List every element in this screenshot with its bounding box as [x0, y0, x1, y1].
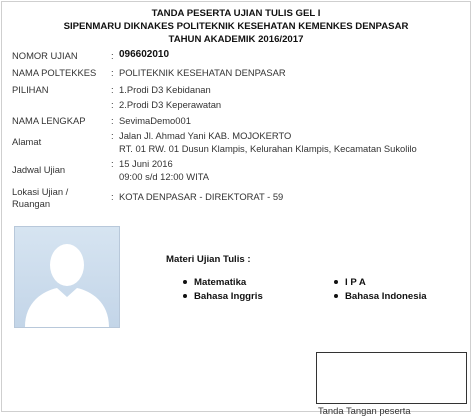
- separator: :: [111, 191, 114, 202]
- subject-item: [334, 277, 366, 288]
- bullet-icon: [183, 280, 187, 284]
- value-pilihan-2: 2.Prodi D3 Keperawatan: [119, 99, 222, 110]
- separator: :: [111, 84, 114, 95]
- person-silhouette-icon: [15, 227, 119, 327]
- signature-box: [316, 352, 467, 404]
- exam-card: [1, 1, 471, 416]
- value-lokasi: KOTA DENPASAR - DIREKTORAT - 59: [119, 191, 284, 202]
- label-pilihan: PILIHAN: [12, 84, 49, 95]
- subject-label: I P A: [345, 277, 366, 288]
- value-nomor-ujian: 096602010: [119, 49, 170, 60]
- separator: :: [111, 67, 114, 78]
- label-lokasi-ujian: Lokasi Ujian /: [12, 186, 69, 197]
- participant-photo: [14, 226, 120, 328]
- bullet-icon: [183, 294, 187, 298]
- separator: :: [111, 99, 114, 110]
- label-jadwal-ujian: Jadwal Ujian: [12, 164, 66, 175]
- label-alamat: Alamat: [12, 136, 42, 147]
- value-nama-poltekkes: POLITEKNIK KESEHATAN DENPASAR: [119, 67, 286, 78]
- bullet-icon: [334, 294, 338, 298]
- label-ruangan: Ruangan: [12, 198, 51, 209]
- subject-label: Bahasa Indonesia: [345, 291, 427, 302]
- subject-label: Matematika: [194, 277, 247, 288]
- label-nama-lengkap: NAMA LENGKAP: [12, 115, 86, 126]
- separator: :: [111, 115, 114, 126]
- subject-item: [334, 291, 427, 302]
- subject-label: Bahasa Inggris: [194, 291, 263, 302]
- bullet-icon: [334, 280, 338, 284]
- subject-item: [183, 291, 263, 302]
- signature-label: Tanda Tangan peserta: [318, 405, 411, 416]
- separator: :: [111, 130, 114, 141]
- separator: :: [111, 158, 114, 169]
- value-alamat-2: RT. 01 RW. 01 Dusun Klampis, Kelurahan Klampis, Kecamatan Sukolilo: [119, 143, 417, 154]
- header-line-2: SIPENMARU DIKNAKES POLITEKNIK KESEHATAN KEMENKES DENPASAR: [63, 21, 409, 32]
- header-line-1: TANDA PESERTA UJIAN TULIS GEL I: [151, 8, 321, 19]
- header-line-3: TAHUN AKADEMIK 2016/2017: [168, 34, 304, 45]
- value-nama-lengkap: SevimaDemo001: [119, 115, 191, 126]
- subject-item: [183, 277, 246, 288]
- value-jadwal-waktu: 09:00 s/d 12:00 WITA: [119, 171, 209, 182]
- exam-subjects-title: Materi Ujian Tulis :: [166, 254, 251, 265]
- separator: :: [111, 50, 114, 61]
- value-pilihan-1: 1.Prodi D3 Kebidanan: [119, 84, 211, 95]
- value-alamat-1: Jalan Jl. Ahmad Yani KAB. MOJOKERTO: [119, 130, 292, 141]
- label-nama-poltekkes: NAMA POLTEKKES: [12, 67, 97, 78]
- label-nomor-ujian: NOMOR UJIAN: [12, 50, 78, 61]
- value-jadwal-tanggal: 15 Juni 2016: [119, 158, 173, 169]
